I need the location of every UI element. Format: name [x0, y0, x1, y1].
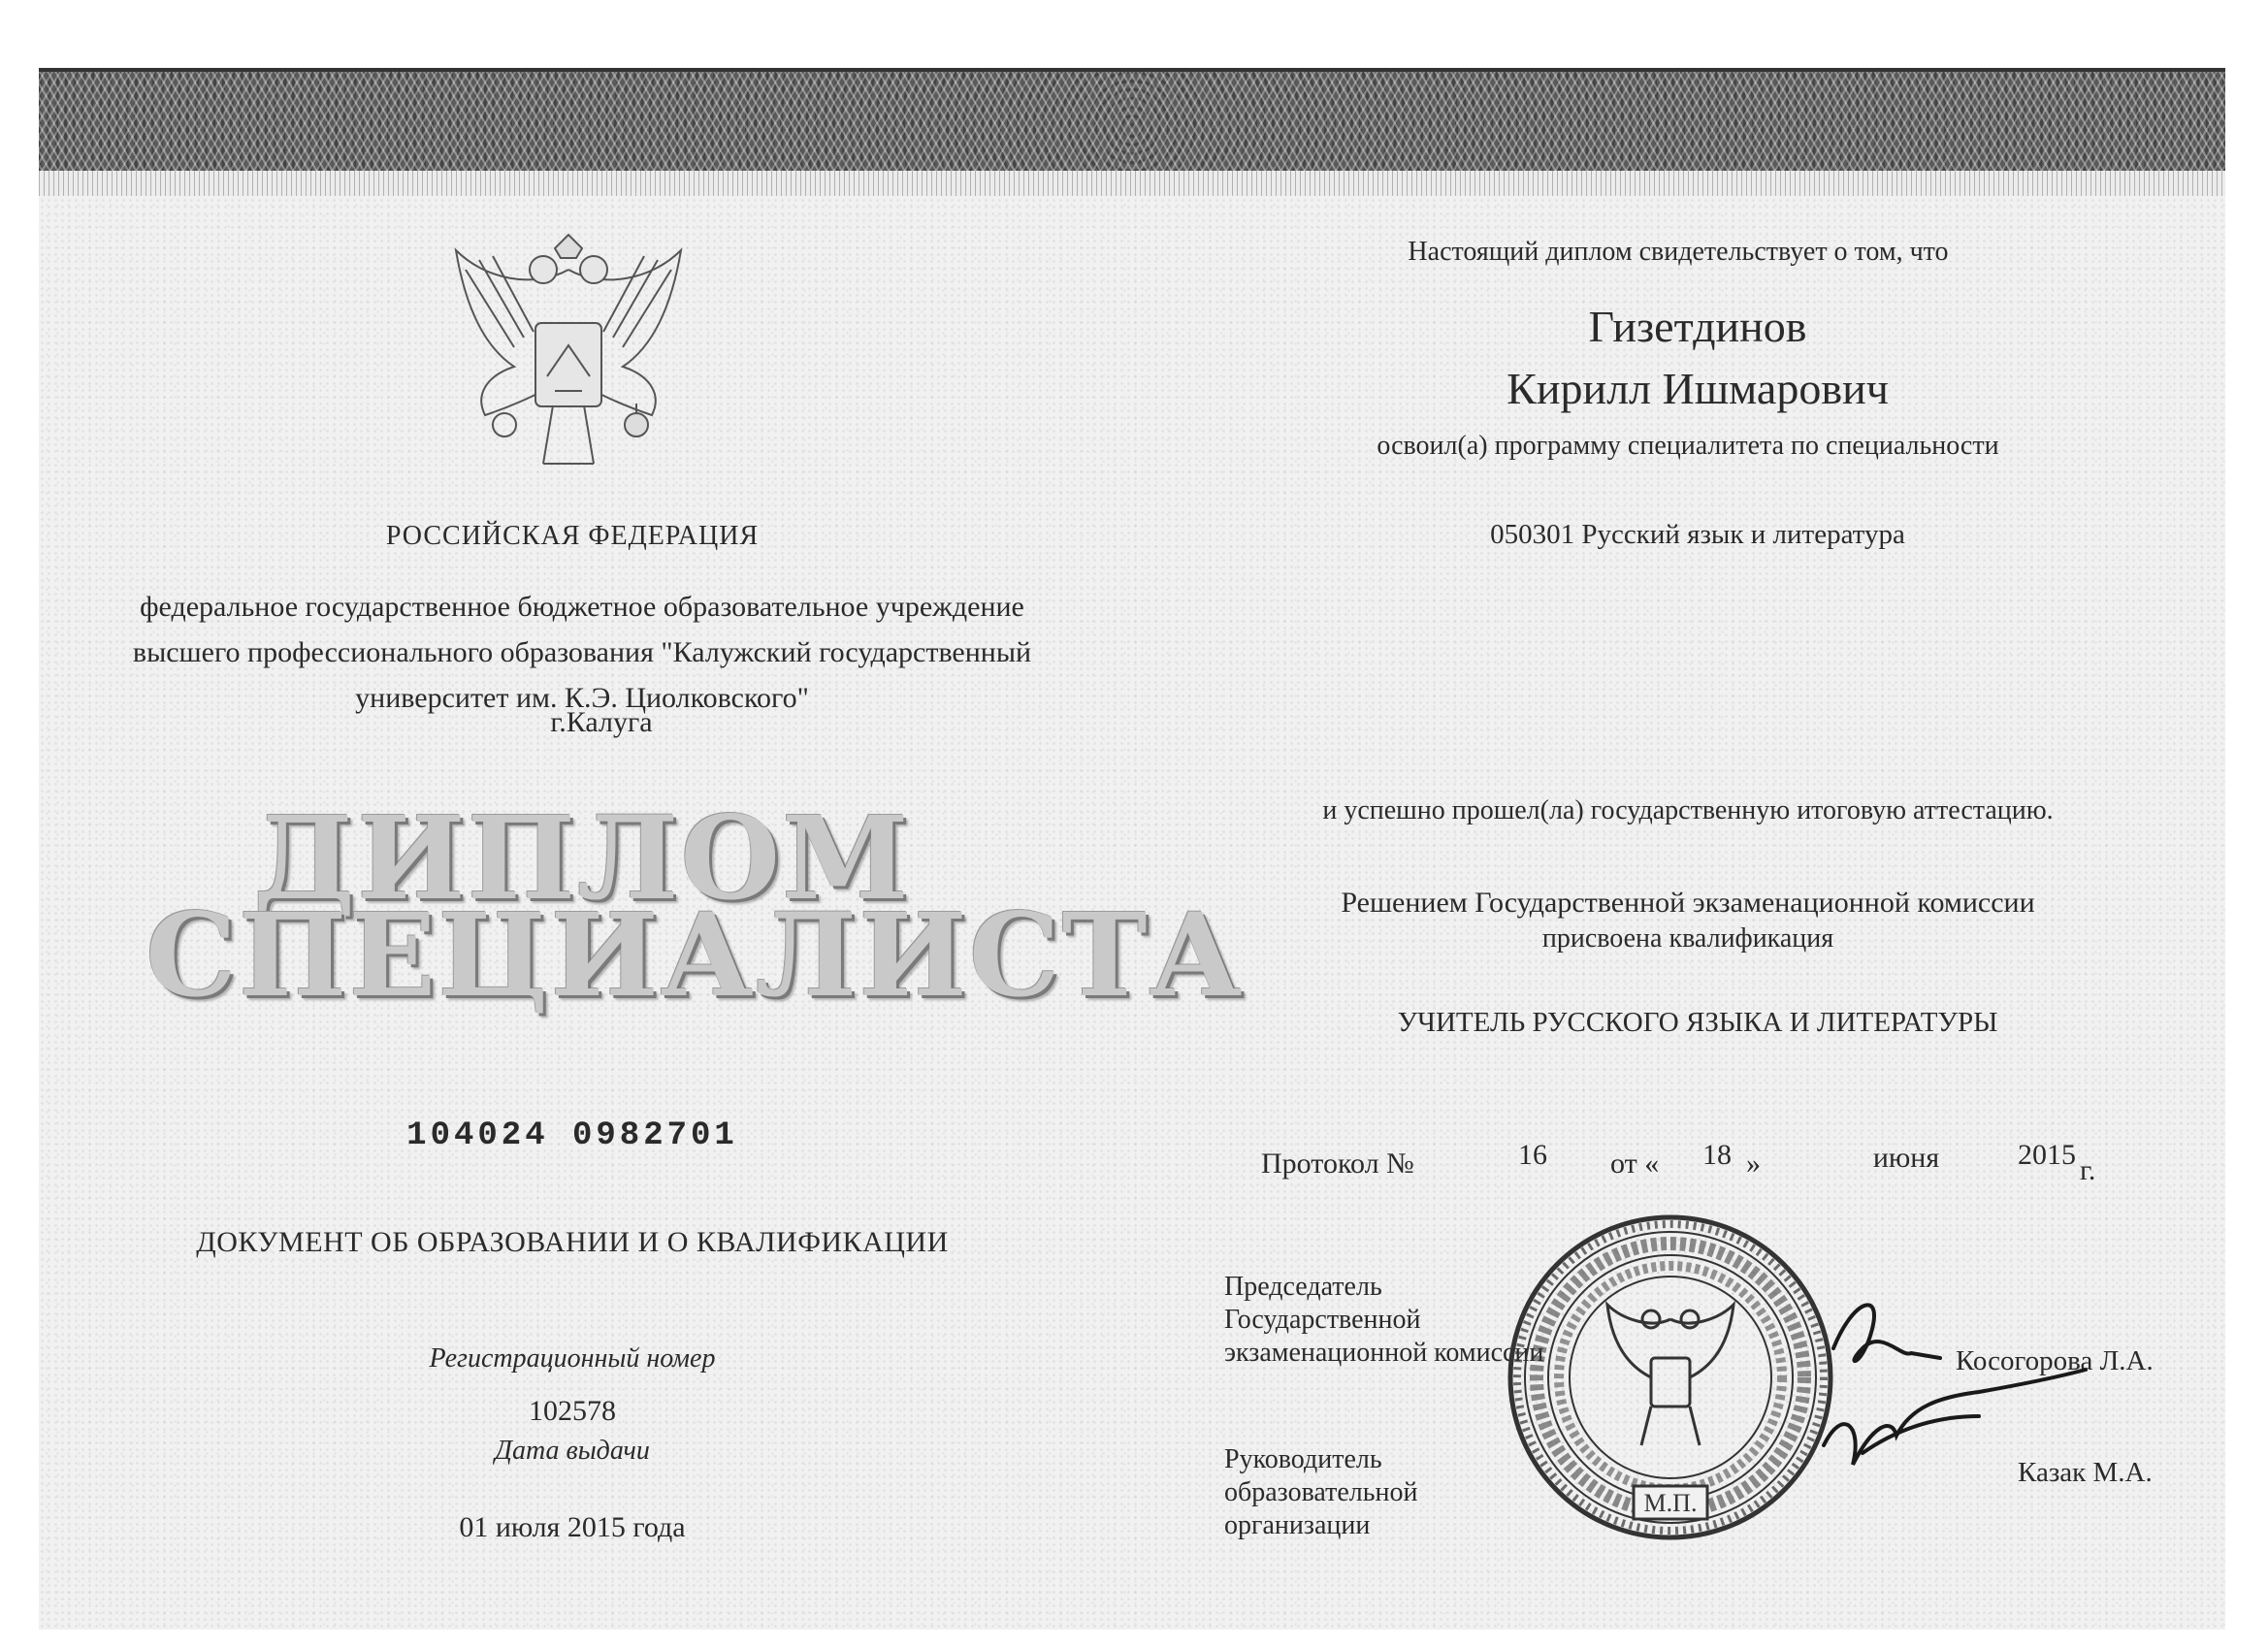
protocol-year: 2015 [2018, 1139, 2076, 1171]
qualification: УЧИТЕЛЬ РУССКОГО ЯЗЫКА И ЛИТЕРАТУРЫ [1397, 1007, 1998, 1038]
qualification-assigned-label: присвоена квалификация [1541, 923, 1834, 954]
protocol-from: от « [1610, 1148, 1660, 1180]
title-diploma: ДИПЛОМ [253, 791, 911, 925]
protocol-number: 16 [1518, 1139, 1547, 1171]
specialty: 050301 Русский язык и литература [1490, 519, 1905, 550]
protocol-month: июня [1872, 1142, 1940, 1174]
attestation-statement: и успешно прошел(ла) государственную итоговую аттестацию. [1322, 795, 2054, 825]
city-name: г.Калуга [550, 706, 653, 738]
graduate-surname: Гизетдинов [1588, 302, 1807, 351]
coat-of-arms-icon [446, 231, 691, 485]
serial-number: 104024 0982701 [406, 1117, 738, 1154]
protocol-year-suffix: г. [2080, 1154, 2096, 1186]
registration-number-label: Регистрационный номер [429, 1343, 716, 1374]
decorative-guilloche-band [39, 68, 2225, 184]
commission-decision: Решением Государственной экзаменационной комиссии [1341, 887, 2035, 919]
issue-date-label: Дата выдачи [495, 1436, 650, 1466]
signatures-icon [1804, 1280, 2095, 1513]
registration-number: 102578 [529, 1395, 616, 1427]
protocol-label: Протокол № [1261, 1148, 1414, 1180]
certification-intro: Настоящий диплом свидетельствует о том, что [1408, 237, 1949, 267]
graduate-given-names: Кирилл Ишмарович [1507, 364, 1889, 413]
country-name: РОССИЙСКАЯ ФЕДЕРАЦИЯ [385, 521, 760, 551]
protocol-day: 18 [1702, 1139, 1732, 1171]
protocol-close-quote: » [1746, 1148, 1761, 1180]
chair-name: Косогорова Л.А. [1956, 1345, 2154, 1376]
head-label: Руководитель образовательной организации [1224, 1444, 1418, 1540]
seal-mark: М.П. [1643, 1489, 1698, 1517]
issue-date: 01 июля 2015 года [459, 1511, 686, 1543]
document-type: ДОКУМЕНТ ОБ ОБРАЗОВАНИИ И О КВАЛИФИКАЦИИ [196, 1226, 949, 1258]
head-name: Казак М.А. [2018, 1457, 2153, 1488]
institution-name: федеральное государственное бюджетное образовательное учреждение высшего профессионального образования "Калужский государственный университет им. К.Э. Циолковского" [132, 591, 1032, 714]
official-seal-icon [1506, 1212, 1835, 1542]
program-statement: освоил(а) программу специалитета по специальности [1377, 431, 1999, 461]
decorative-microline-strip [39, 171, 2225, 196]
title-specialist: СПЕЦИАЛИСТА [146, 888, 1245, 1022]
chair-label: Председатель Государственной экзаменационной комиссии [1224, 1272, 1544, 1368]
